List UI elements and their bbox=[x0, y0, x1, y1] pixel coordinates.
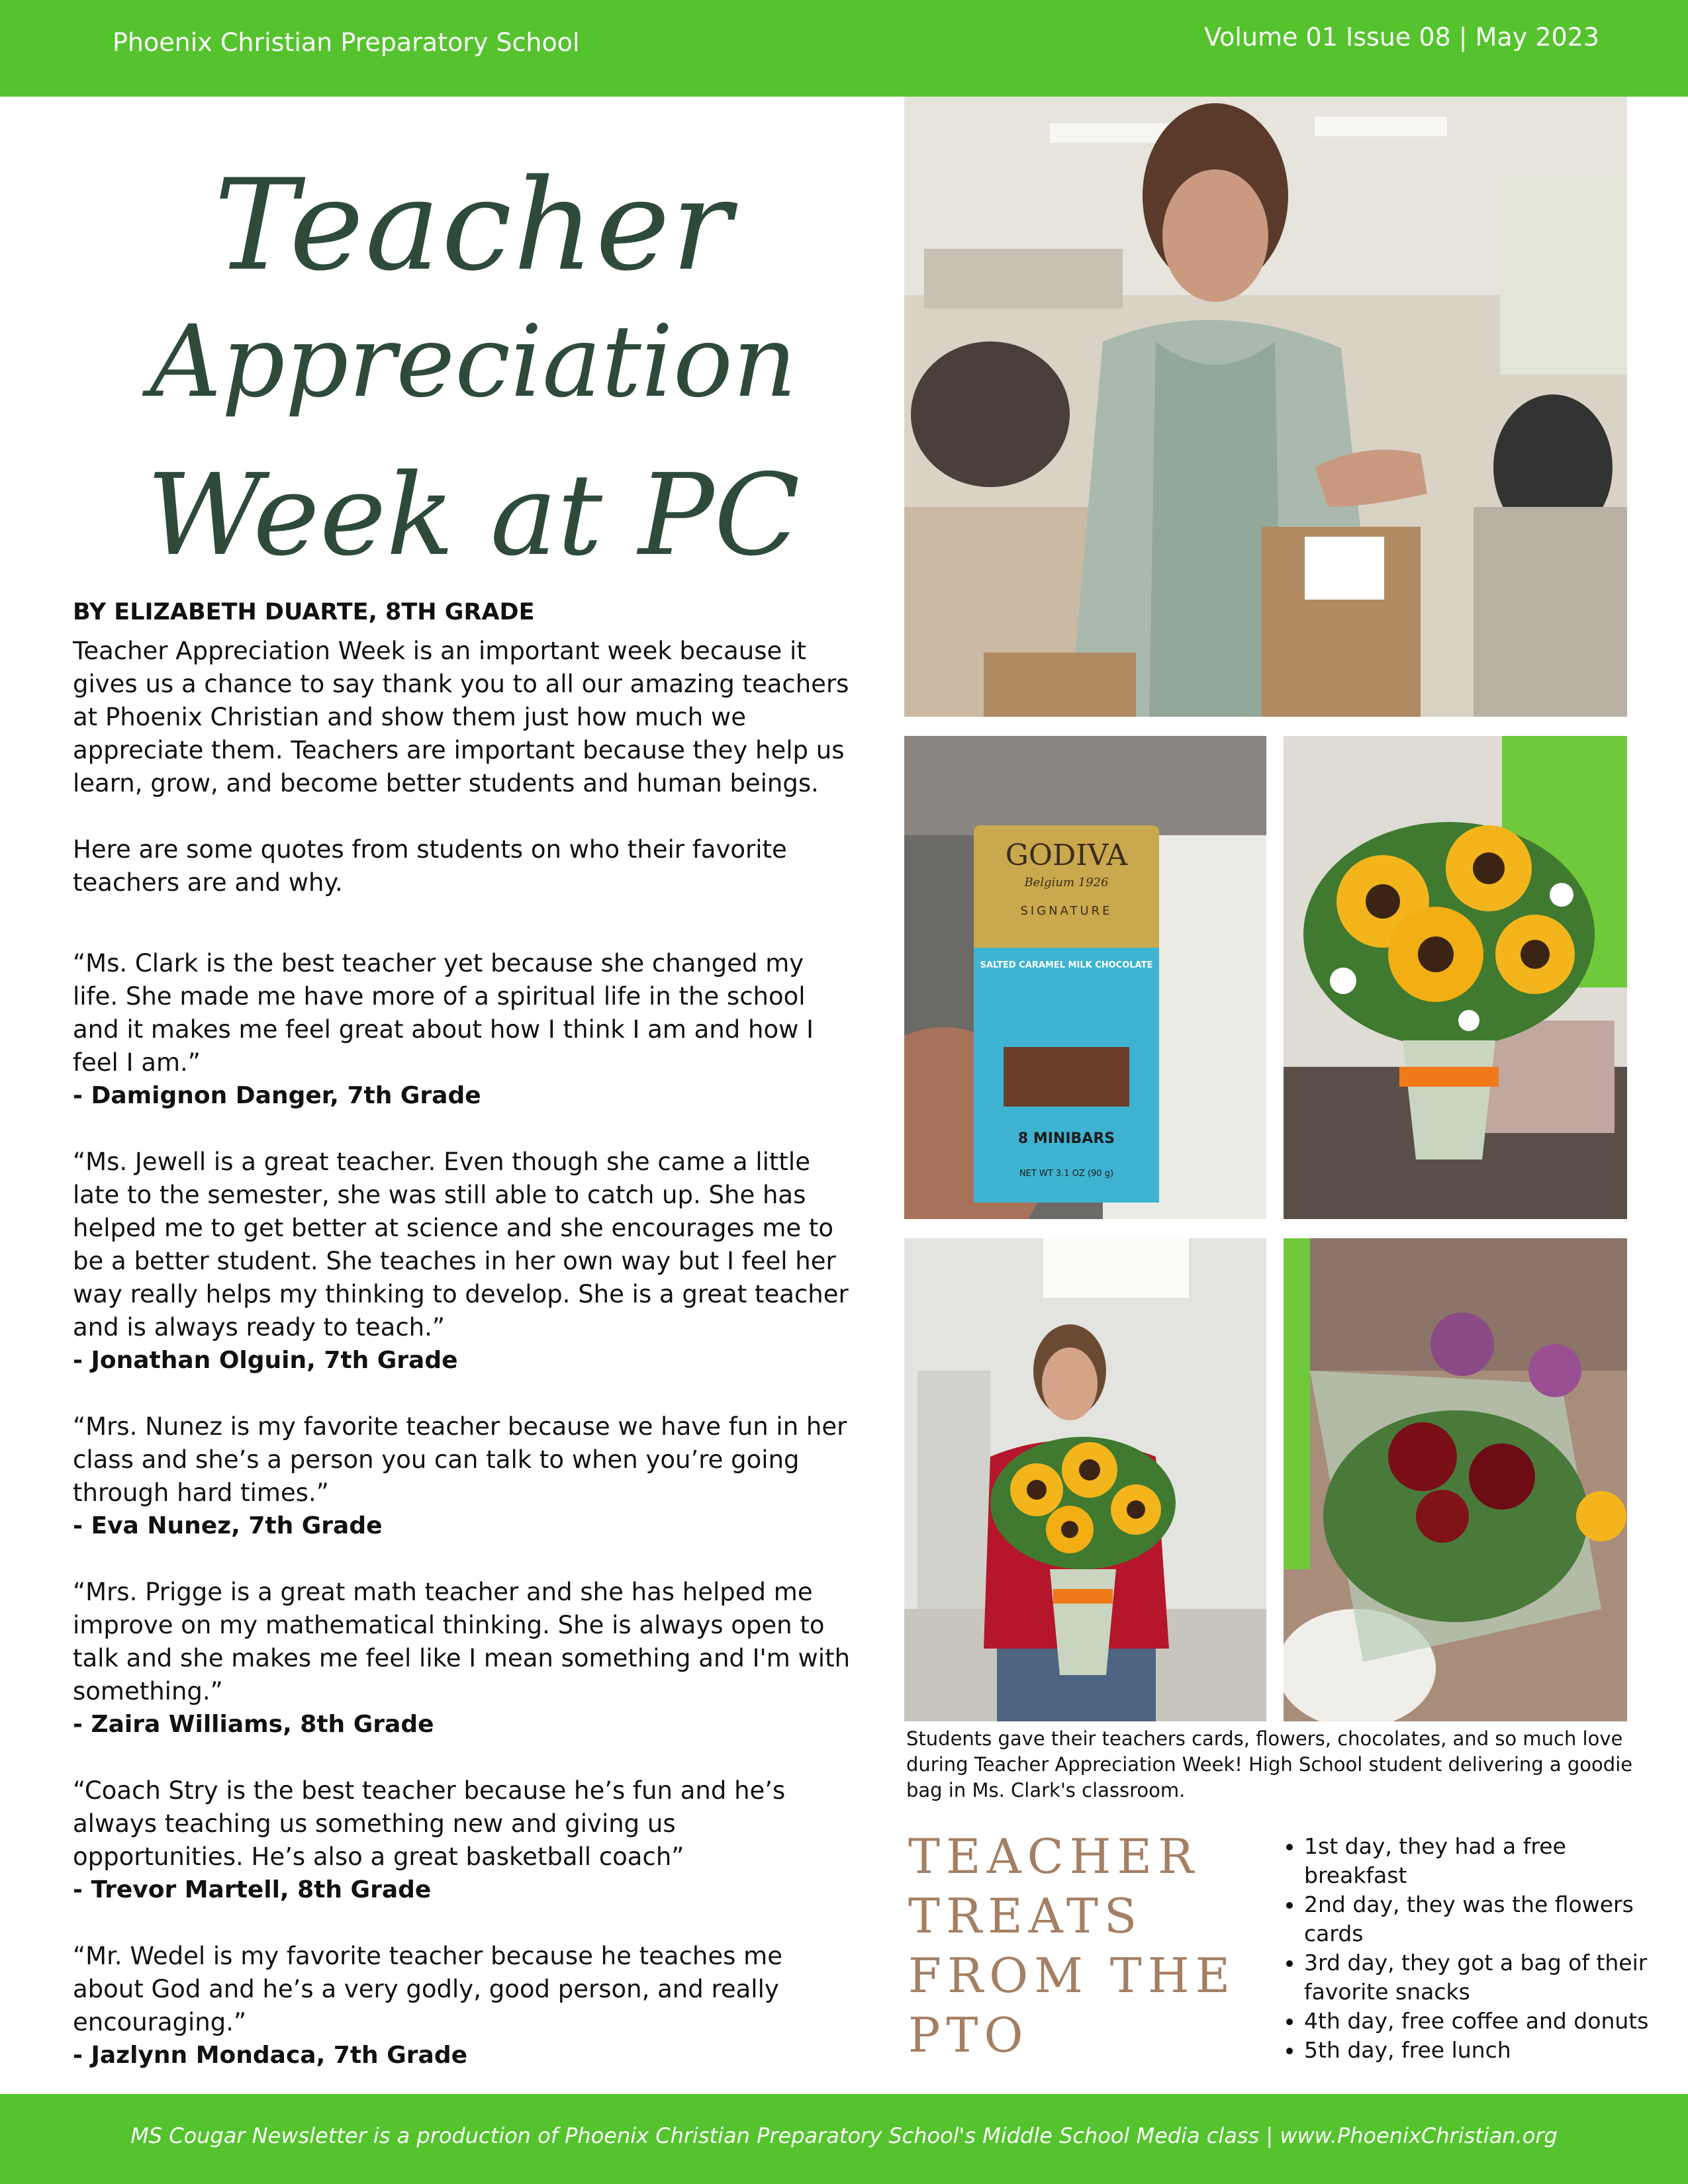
godiva-count: 8 MINIBARS bbox=[1017, 1130, 1115, 1147]
quote-author: - Eva Nunez, 7th Grade bbox=[73, 1512, 383, 1539]
intro-paragraph: Teacher Appreciation Week is an important week because it gives us a chance to say thank you to all our amazing teachers at Phoenix Christian and show them just how much we appreciate them. Teachers are important because they help us learn, grow, and become better students and human beings. bbox=[73, 637, 849, 797]
quote-author: - Jazlynn Mondaca, 7th Grade bbox=[73, 2042, 468, 2069]
photo-student-goodie-bag bbox=[904, 97, 1627, 717]
header-bar bbox=[0, 0, 1688, 97]
quote-author: - Damignon Danger, 7th Grade bbox=[73, 1082, 481, 1109]
godiva-line: SIGNATURE bbox=[1020, 904, 1113, 918]
headline-line-1: Teacher bbox=[214, 152, 733, 298]
quote-text: “Ms. Clark is the best teacher yet because she changed my life. She made me have more of a spiritual life in the school and it makes me feel great about how I think I am and how I feel I am.” bbox=[73, 949, 814, 1077]
footer-bar bbox=[0, 2094, 1688, 2184]
quotes-intro: Here are some quotes from students on who their favorite teachers are and why. bbox=[73, 835, 787, 897]
headline-line-2: Appreciation bbox=[150, 304, 797, 420]
list-item: • 2nd day, they was the flowers cards bbox=[1304, 1890, 1675, 1948]
quote-text: “Mrs. Nunez is my favorite teacher because we have fun in her class and she’s a person you can talk to when you’re going through hard times.” bbox=[73, 1412, 847, 1507]
list-item: • 5th day, free lunch bbox=[1304, 2036, 1675, 2065]
quote-text: “Ms. Jewell is a great teacher. Even though she came a little late to the semester, she was still able to catch up. She has helped me to get better at science and she encourages me to be a better student. She teaches in her own way but I feel her way really helps my thinking to develop. She is a great teacher and is always ready to teach.” bbox=[73, 1148, 849, 1342]
photo-godiva-chocolate bbox=[904, 736, 1266, 1219]
quote-text: “Coach Stry is the best teacher because he’s fun and he’s always teaching us something new and giving us opportunities. He’s also a great basketball coach” bbox=[73, 1776, 786, 1871]
photo-caption: Students gave their teachers cards, flowers, chocolates, and so much love during Teacher Appreciation Week! High School student delivering a goodie bag in Ms. Clark's classroom. bbox=[906, 1727, 1633, 1801]
quote-author: - Trevor Martell, 8th Grade bbox=[73, 1876, 432, 1903]
issue-info: Volume 01 Issue 08 | May 2023 bbox=[1204, 23, 1599, 52]
list-item: • 1st day, they had a free breakfast bbox=[1304, 1832, 1675, 1890]
school-name: Phoenix Christian Preparatory School bbox=[113, 28, 580, 57]
treats-title bbox=[908, 1827, 1252, 2065]
godiva-brand: GODIVA bbox=[1005, 839, 1128, 872]
treats-list bbox=[1272, 1832, 1675, 2065]
byline: BY ELIZABETH DUARTE, 8TH GRADE bbox=[73, 599, 535, 625]
list-item: • 3rd day, they got a bag of their favorite snacks bbox=[1304, 1948, 1675, 2007]
godiva-weight: NET WT 3.1 OZ (90 g) bbox=[1019, 1169, 1114, 1179]
headline bbox=[93, 106, 854, 596]
photo-roses-bouquet bbox=[1284, 1238, 1627, 1721]
list-item: • 4th day, free coffee and donuts bbox=[1304, 2007, 1675, 2036]
quote-author: - Zaira Williams, 8th Grade bbox=[73, 1711, 434, 1738]
godiva-flavor: SALTED CARAMEL MILK CHOCOLATE bbox=[980, 960, 1153, 970]
quote-text: “Mr. Wedel is my favorite teacher because he teaches me about God and he’s a very godly, good person, and really encouraging.” bbox=[73, 1942, 782, 2036]
treats-title-line: PTO bbox=[908, 2007, 1029, 2063]
treats-title-line: TREATS bbox=[908, 1888, 1143, 1944]
quote-text: “Mrs. Prigge is a great math teacher and she has helped me improve on my mathematical thinking. She is always open to talk and she makes me feel like I mean something and I'm with something.” bbox=[73, 1578, 851, 1706]
photo-student-sunflowers bbox=[904, 1238, 1266, 1721]
quote-author: - Jonathan Olguin, 7th Grade bbox=[73, 1347, 458, 1374]
footer-text: MS Cougar Newsletter is a production of Phoenix Christian Preparatory School's Middle School Media class | www.PhoenixChristian.org bbox=[130, 2123, 1558, 2148]
treats-title-line: FROM THE bbox=[908, 1948, 1237, 2003]
treats-title-line: TEACHER bbox=[908, 1829, 1200, 1884]
photo-sunflowers-vase bbox=[1284, 736, 1627, 1219]
godiva-sub: Belgium 1926 bbox=[1024, 876, 1109, 889]
headline-line-3: Week at PC bbox=[146, 450, 800, 581]
article bbox=[73, 599, 854, 2072]
